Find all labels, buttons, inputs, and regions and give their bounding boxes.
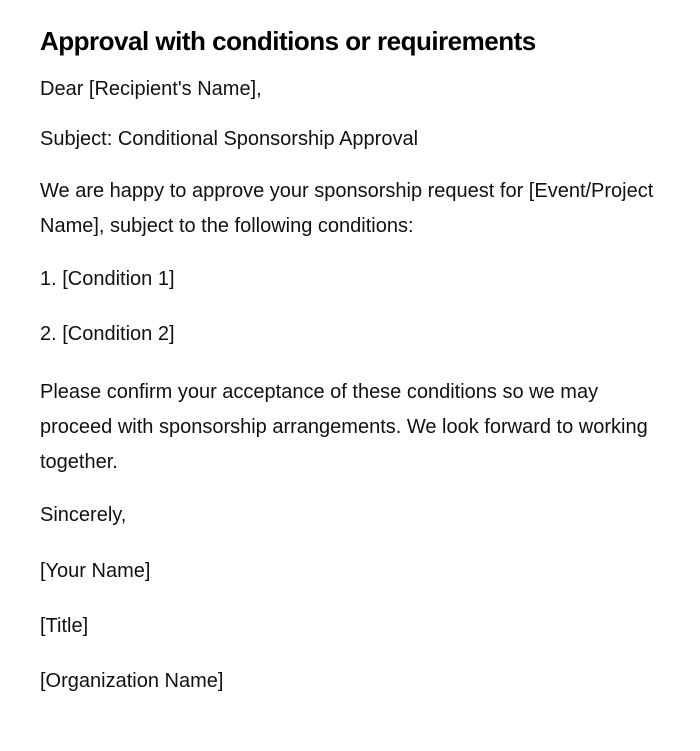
- condition-item-2: 2. [Condition 2]: [40, 323, 175, 345]
- sign-off: Sincerely,: [40, 504, 127, 526]
- subject-line: Subject: Conditional Sponsorship Approval: [40, 128, 419, 150]
- sender-organization: [Organization Name]: [40, 670, 224, 692]
- sender-name: [Your Name]: [40, 560, 151, 582]
- condition-item-1: 1. [Condition 1]: [40, 268, 175, 290]
- intro-paragraph: We are happy to approve your sponsorship request for [Event/Project Name], subject to the following conditions:: [40, 180, 654, 237]
- greeting: Dear [Recipient's Name],: [40, 78, 262, 100]
- sender-title: [Title]: [40, 615, 89, 637]
- closing-paragraph: Please confirm your acceptance of these conditions so we may proceed with sponsorship arrangements. We look forward to working together.: [40, 381, 648, 473]
- letter-document: [40, 24, 660, 696]
- letter-title: Approval with conditions or requirements: [40, 26, 536, 56]
